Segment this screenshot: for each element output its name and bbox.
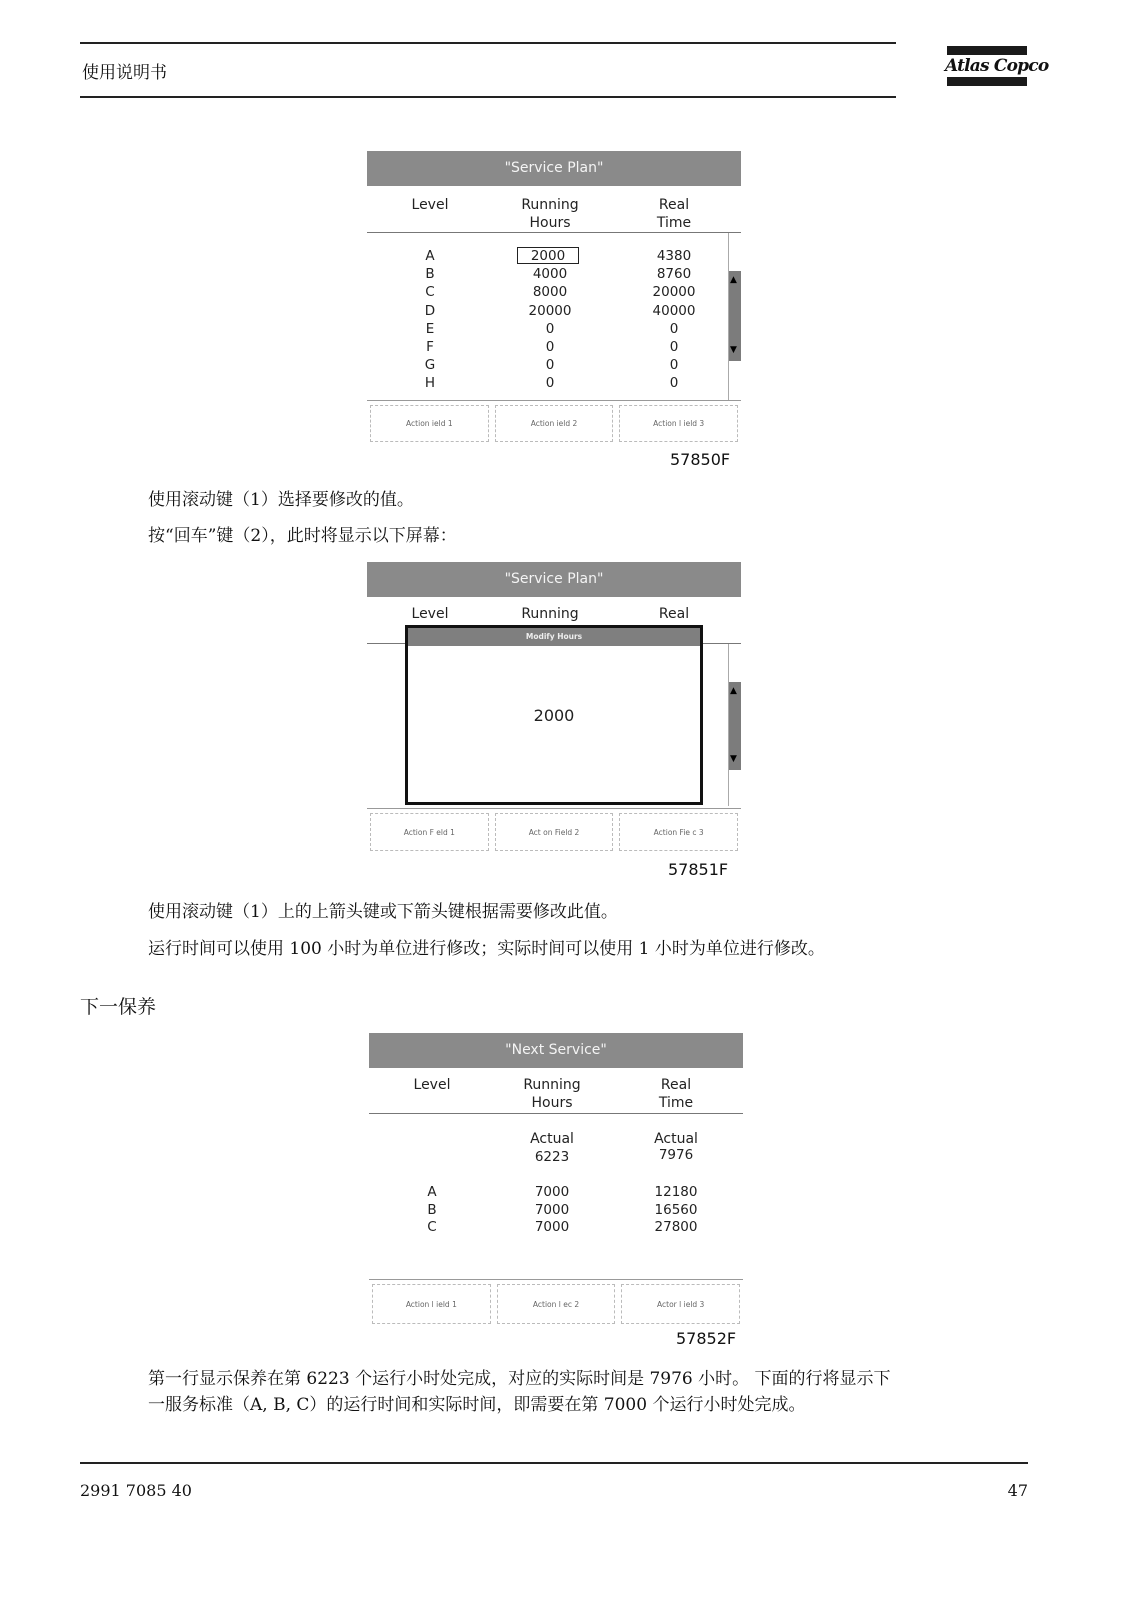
modify-hours-dialog[interactable] <box>405 625 703 805</box>
figure-number: 57852F <box>676 1329 737 1348</box>
action-field-1-button[interactable]: Action l ield 1 <box>372 1284 491 1324</box>
next-service-table <box>369 1114 743 1280</box>
running-hours-cell: 7000 <box>534 1219 570 1235</box>
action-field-3-button[interactable]: Action Fie c 3 <box>619 813 738 851</box>
figure-number: 57850F <box>670 450 731 469</box>
logo-bottom-bar <box>947 77 1027 86</box>
running-hours-cell: 8000 <box>532 284 568 301</box>
logo-top-bar <box>947 46 1027 55</box>
header-top-rule <box>80 42 896 44</box>
page-number: 47 <box>1007 1481 1028 1500</box>
real-time-cell: 8760 <box>656 266 692 283</box>
scroll-down-arrow-icon[interactable]: ▼ <box>730 754 737 764</box>
actual-real-value: 7976 <box>658 1147 694 1163</box>
real-time-cell: 12180 <box>654 1184 698 1200</box>
level-column-header: Level <box>411 606 449 622</box>
running-hours-cell: 4000 <box>532 266 568 283</box>
hours-value-input[interactable]: 2000 <box>533 706 575 725</box>
action-field-2-button[interactable]: Act on Field 2 <box>495 813 614 851</box>
scrollbar[interactable] <box>728 233 741 401</box>
dialog-title: Modify Hours <box>408 628 700 646</box>
section-heading: 下一保养 <box>80 996 157 1018</box>
scroll-up-arrow-icon[interactable]: ▲ <box>730 686 737 696</box>
running-hours-cell: 7000 <box>534 1201 570 1218</box>
real-time-cell: 16560 <box>654 1201 698 1218</box>
real-time-column-header: Real Time <box>658 1077 694 1111</box>
real-time-column-header: Real Time <box>656 197 692 231</box>
running-hours-cell: 7000 <box>534 1184 570 1200</box>
scrollbar[interactable] <box>728 644 741 806</box>
action-field-1-button[interactable]: Action F eld 1 <box>370 813 489 851</box>
real-time-cell: 0 <box>669 320 679 337</box>
explanation-paragraph-line2: 一服务标准（A, B, C）的运行时间和实际时间，即需要在第 7000 个运行小时处完成。 <box>148 1395 806 1415</box>
action-bar <box>369 1279 743 1328</box>
level-cell: B <box>427 1201 437 1218</box>
real-time-cell: 0 <box>669 357 679 374</box>
running-hours-cell: 0 <box>545 338 555 355</box>
running-hours-cell: 20000 <box>528 302 572 319</box>
action-bar <box>367 808 741 855</box>
action-field-2-button[interactable]: Action ield 2 <box>495 405 614 442</box>
table-row[interactable] <box>367 302 741 320</box>
level-cell: H <box>424 375 436 392</box>
instruction-paragraph: 按“回车”键（2），此时将显示以下屏幕： <box>148 526 457 546</box>
real-time-cell: 40000 <box>652 302 696 319</box>
running-hours-cell: 0 <box>545 320 555 337</box>
table-row[interactable] <box>367 356 741 374</box>
table-row[interactable] <box>367 265 741 283</box>
action-bar <box>367 400 741 446</box>
actual-running-value: 6223 <box>534 1149 570 1165</box>
level-cell: D <box>424 302 436 319</box>
screen-title: "Service Plan" <box>367 151 741 186</box>
level-cell: A <box>427 1184 437 1200</box>
figure-number: 57851F <box>668 860 729 879</box>
instruction-paragraph: 运行时间可以使用 100 小时为单位进行修改；实际时间可以使用 1 小时为单位进行修改。 <box>148 939 825 959</box>
level-cell: A <box>425 248 435 264</box>
real-time-cell: 27800 <box>654 1219 698 1235</box>
level-cell: C <box>425 284 435 301</box>
level-cell: E <box>425 320 435 337</box>
table-row[interactable] <box>369 1201 743 1219</box>
instruction-paragraph: 使用滚动键（1）上的上箭头键或下箭头键根据需要修改此值。 <box>148 902 618 922</box>
running-hours-column-header: Running Hours <box>523 1077 581 1111</box>
table-row[interactable] <box>367 283 741 301</box>
scroll-up-arrow-icon[interactable]: ▲ <box>730 275 737 285</box>
table-row[interactable] <box>367 374 741 392</box>
screen-title: "Service Plan" <box>367 562 741 597</box>
column-header <box>369 1068 743 1114</box>
action-field-1-button[interactable]: Action ield 1 <box>370 405 489 442</box>
running-hours-cell-selected[interactable]: 2000 <box>517 247 579 264</box>
document-number: 2991 7085 40 <box>80 1481 192 1500</box>
column-header <box>367 186 741 233</box>
action-field-2-button[interactable]: Action l ec 2 <box>497 1284 616 1324</box>
real-column-header: Real <box>658 606 690 622</box>
explanation-paragraph-line1: 第一行显示保养在第 6223 个运行小时处完成，对应的实际时间是 7976 小时。 下面的行将显示下 <box>148 1369 891 1389</box>
header-bottom-rule <box>80 96 896 98</box>
document-title: 使用说明书 <box>82 63 167 83</box>
level-column-header: Level <box>411 197 449 213</box>
service-plan-screen <box>367 151 741 447</box>
real-time-cell: 20000 <box>652 284 696 301</box>
service-plan-modify-screen <box>367 562 741 856</box>
footer-rule <box>80 1462 1028 1464</box>
logo-wordmark: Atlas Copco <box>945 56 1049 76</box>
table-row[interactable] <box>369 1218 743 1236</box>
actual-running-label: Actual <box>530 1131 574 1147</box>
running-hours-cell: 0 <box>545 357 555 374</box>
level-cell: C <box>427 1219 437 1235</box>
real-time-cell: 0 <box>669 338 679 355</box>
action-field-3-button[interactable]: Action l ield 3 <box>619 405 738 442</box>
service-plan-table <box>367 233 741 401</box>
level-cell: F <box>426 338 434 355</box>
table-row[interactable] <box>367 247 741 265</box>
real-time-cell: 4380 <box>656 248 692 264</box>
table-row[interactable] <box>369 1183 743 1201</box>
screen-title: "Next Service" <box>369 1033 743 1068</box>
level-cell: G <box>424 357 436 374</box>
running-hours-column-header: Running Hours <box>521 197 579 231</box>
atlas-copco-logo <box>945 46 1049 86</box>
instruction-paragraph: 使用滚动键（1）选择要修改的值。 <box>148 490 414 510</box>
table-row[interactable] <box>367 320 741 338</box>
level-cell: B <box>425 266 435 283</box>
running-hours-cell: 0 <box>545 375 555 392</box>
table-row[interactable] <box>367 338 741 356</box>
next-service-screen <box>369 1033 743 1329</box>
level-column-header: Level <box>413 1077 451 1093</box>
real-time-cell: 0 <box>669 375 679 392</box>
running-column-header: Running <box>521 606 579 622</box>
actual-real-label: Actual <box>654 1131 698 1147</box>
scroll-down-arrow-icon[interactable]: ▼ <box>730 345 737 355</box>
action-field-3-button[interactable]: Actor l ield 3 <box>621 1284 740 1324</box>
